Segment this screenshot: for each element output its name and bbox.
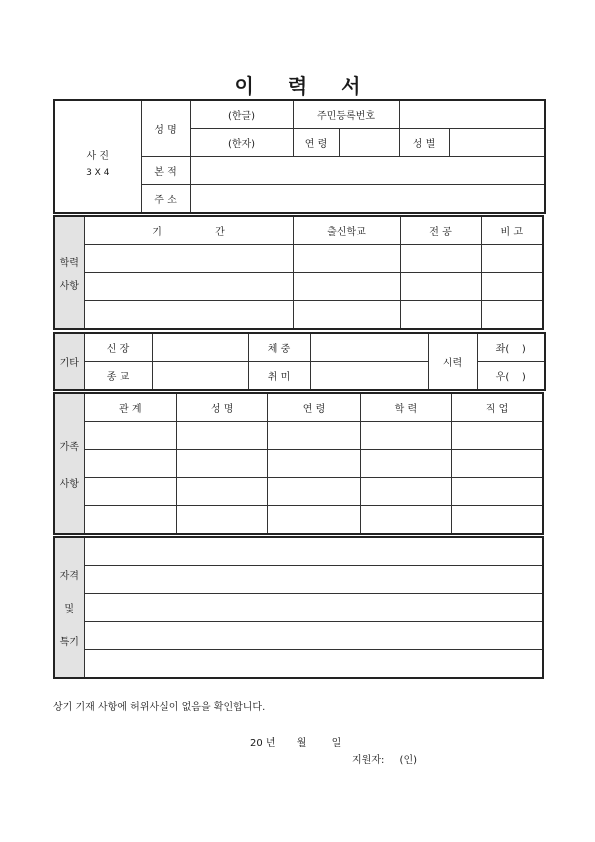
height-label: 신 장 [84,333,152,362]
gender-label: 성 별 [399,129,449,157]
family-table [53,392,544,535]
title-char: 서 [341,74,361,98]
left-eye-field[interactable]: 좌( ) [477,333,545,362]
family-cell[interactable] [176,506,267,535]
education-cell[interactable] [400,301,481,330]
hanja-name-field[interactable]: (한자) [190,129,293,157]
education-cell[interactable] [293,245,400,273]
religion-label: 종 교 [84,362,152,391]
education-cell[interactable] [481,301,543,330]
photo-label: 사 진 [86,151,109,162]
family-cell[interactable] [360,506,451,535]
page-title [0,70,595,99]
date-month: 월 [296,738,307,749]
education-row [54,245,543,273]
education-cell[interactable] [293,273,400,301]
family-cell[interactable] [360,478,451,506]
education-cell[interactable] [481,273,543,301]
education-cell[interactable] [293,301,400,330]
qualification-table [53,536,544,679]
origin-field[interactable] [190,157,545,185]
qualification-side-label [54,537,84,678]
qualification-side-label-line: 및 [64,604,75,615]
qualification-side-label-line: 특기 [59,637,79,648]
vision-label: 시력 [428,333,477,390]
etc-table [53,332,546,391]
family-row [54,506,543,535]
gender-field[interactable] [449,129,545,157]
age-field[interactable] [339,129,399,157]
id-number-field[interactable] [399,100,545,129]
hobby-field[interactable] [310,362,428,391]
family-header-relation: 관 계 [84,393,176,422]
applicant-label: 지원자: [352,755,385,766]
education-side-label [54,216,84,329]
education-cell[interactable] [84,245,293,273]
education-cell[interactable] [400,273,481,301]
family-side-label-line: 가족 [59,441,79,453]
education-side-label-line: 사항 [59,280,79,292]
confirmation-statement: 상기 기재 사항에 허위사실이 없음을 확인합니다. [53,702,266,713]
family-cell[interactable] [84,506,176,535]
qualification-field[interactable] [84,566,543,594]
date-line [250,734,341,749]
hobby-label: 취 미 [248,362,310,391]
address-field[interactable] [190,185,545,214]
family-row [54,478,543,506]
education-row [54,301,543,330]
family-cell[interactable] [268,450,360,478]
address-label: 주 소 [141,185,190,214]
name-label: 성 명 [141,100,190,157]
education-header-school: 출신학교 [293,216,400,245]
family-cell[interactable] [360,450,451,478]
family-header-name: 성 명 [176,393,267,422]
title-char: 력 [287,74,308,98]
family-header-job: 직 업 [452,393,543,422]
education-header-period: 기 간 [84,216,293,245]
id-number-label: 주민등록번호 [293,100,399,129]
family-cell[interactable] [452,478,543,506]
date-year: 20 년 [250,738,276,749]
title-char: 이 [234,74,254,98]
photo-size-label: 3 X 4 [86,168,110,178]
etc-side-label: 기타 [54,333,84,390]
qualification-field[interactable] [84,537,543,566]
education-cell[interactable] [481,245,543,273]
education-cell[interactable] [84,273,293,301]
family-cell[interactable] [84,450,176,478]
family-cell[interactable] [268,478,360,506]
education-header-major: 전 공 [400,216,481,245]
age-label: 연 령 [293,129,339,157]
family-cell[interactable] [176,450,267,478]
education-header-note: 비 고 [481,216,543,245]
family-cell[interactable] [360,422,451,450]
family-cell[interactable] [452,450,543,478]
family-cell[interactable] [452,506,543,535]
education-side-label-line: 학력 [59,257,79,269]
family-row [54,422,543,450]
photo-cell[interactable] [54,100,141,213]
family-cell[interactable] [268,422,360,450]
hangul-name-field[interactable]: (한글) [190,100,293,129]
family-row [54,450,543,478]
basic-info-table [53,99,546,214]
family-cell[interactable] [452,422,543,450]
family-header-education: 학 력 [360,393,451,422]
family-cell[interactable] [268,506,360,535]
qualification-field[interactable] [84,594,543,622]
date-day: 일 [331,738,342,749]
weight-field[interactable] [310,333,428,362]
education-cell[interactable] [400,245,481,273]
qualification-field[interactable] [84,622,543,650]
family-cell[interactable] [84,422,176,450]
qualification-field[interactable] [84,650,543,679]
height-field[interactable] [152,333,248,362]
qualification-side-label-line: 자격 [59,571,79,582]
education-table [53,215,544,330]
education-row [54,273,543,301]
family-side-label-line: 사항 [59,478,79,490]
family-cell[interactable] [176,422,267,450]
education-cell[interactable] [84,301,293,330]
weight-label: 체 중 [248,333,310,362]
religion-field[interactable] [152,362,248,391]
family-cell[interactable] [176,478,267,506]
right-eye-field[interactable]: 우( ) [477,362,545,391]
seal-label: (인) [399,755,418,766]
applicant-line [352,751,417,766]
family-header-age: 연 령 [268,393,360,422]
family-cell[interactable] [84,478,176,506]
family-side-label [54,393,84,534]
origin-label: 본 적 [141,157,190,185]
